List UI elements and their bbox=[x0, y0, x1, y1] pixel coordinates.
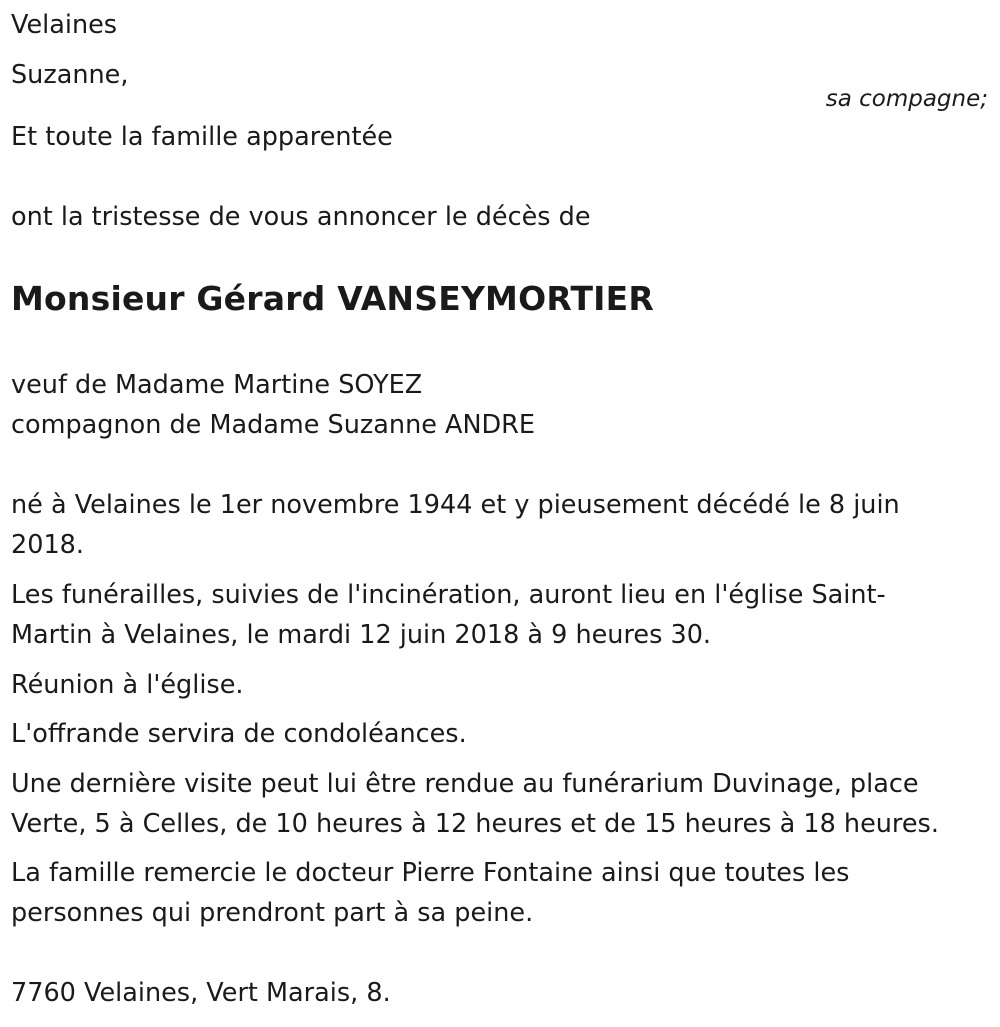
partner-relation: sa compagne; bbox=[825, 86, 988, 112]
address-line: 7760 Velaines, Vert Marais, 8. bbox=[11, 978, 391, 1008]
place-line: Velaines bbox=[11, 10, 118, 40]
family-line: Et toute la famille apparentée bbox=[11, 122, 393, 152]
thanks-line-1: La famille remercie le docteur Pierre Fontaine ainsi que toutes les bbox=[11, 858, 850, 888]
partner-first-name: Suzanne, bbox=[11, 60, 129, 90]
funeral-line-2: Martin à Velaines, le mardi 12 juin 2018 à 9 heures 30. bbox=[11, 620, 712, 650]
widower-line: veuf de Madame Martine SOYEZ bbox=[11, 370, 423, 400]
funeral-line-1: Les funérailles, suivies de l'incinération, auront lieu en l'église Saint- bbox=[11, 580, 886, 610]
birth-death-line-1: né à Velaines le 1er novembre 1944 et y pieusement décédé le 8 juin bbox=[11, 490, 900, 520]
visit-line-2: Verte, 5 à Celles, de 10 heures à 12 heures et de 15 heures à 18 heures. bbox=[11, 809, 939, 839]
announcement-intro: ont la tristesse de vous annoncer le décès de bbox=[11, 202, 591, 232]
companion-line: compagnon de Madame Suzanne ANDRE bbox=[11, 410, 536, 440]
birth-death-line-2: 2018. bbox=[11, 530, 85, 560]
offering-line: L'offrande servira de condoléances. bbox=[11, 719, 467, 749]
meeting-line: Réunion à l'église. bbox=[11, 670, 244, 700]
deceased-name: Monsieur Gérard VANSEYMORTIER bbox=[11, 279, 655, 318]
thanks-line-2: personnes qui prendront part à sa peine. bbox=[11, 898, 534, 928]
visit-line-1: Une dernière visite peut lui être rendue au funérarium Duvinage, place bbox=[11, 769, 919, 799]
